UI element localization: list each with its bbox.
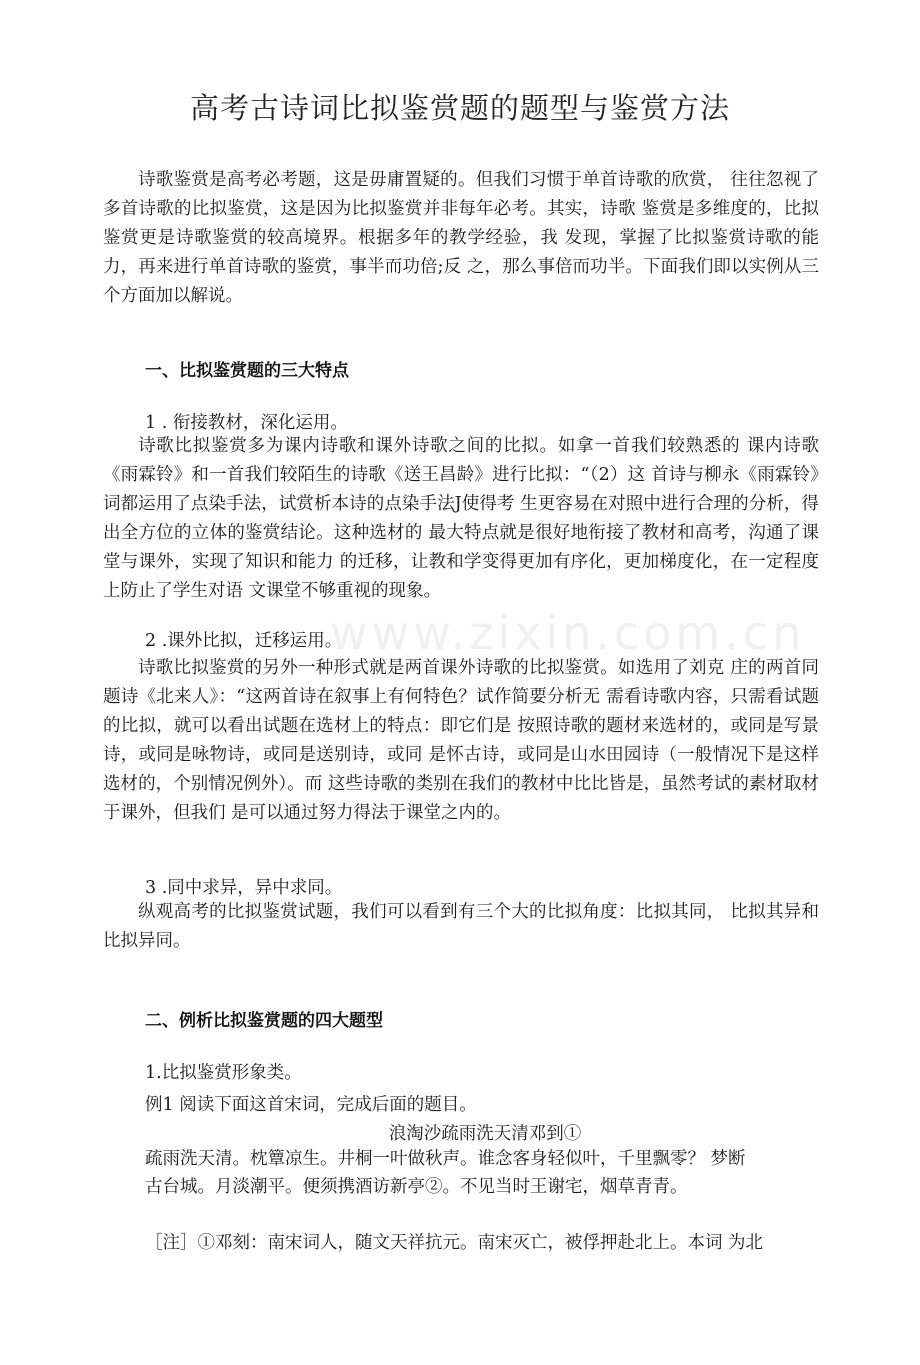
section2-item1-title: 1.比拟鉴赏形象类。	[145, 1063, 302, 1083]
example-prompt: 例1 阅读下面这首宋词，完成后面的题目。	[145, 1095, 477, 1115]
poem-title: 浪淘沙疏雨洗天清邓到①	[388, 1124, 582, 1144]
section1-item3-body: 纵观高考的比拟鉴赏试题，我们可以看到有三个大的比拟角度：比拟其同， 比拟其异和比拟异同。	[103, 902, 819, 951]
section1-heading: 一、比拟鉴赏题的三大特点	[145, 361, 349, 381]
poem-line: 疏雨洗天清。枕簟凉生。井桐一叶做秋声。谁念客身轻似叶，千里飘零？ 梦断	[145, 1149, 746, 1169]
section1-item2-title: 2 .课外比拟，迁移运用。	[145, 631, 343, 651]
document-title: 高考古诗词比拟鉴赏题的题型与鉴赏方法	[189, 91, 730, 125]
poem-line: 古台城。月淡潮平。便须携酒访新亭②。不见当时王谢宅，烟草青青。	[145, 1177, 688, 1197]
section2-heading: 二、例析比拟鉴赏题的四大题型	[145, 1011, 383, 1031]
watermark: www.zixin.com.cn	[330, 606, 806, 660]
section1-item2-body: 诗歌比拟鉴赏的另外一种形式就是两首课外诗歌的比拟鉴赏。如选用了刘克 庄的两首同题诗《北来人》：“这两首诗在叙事上有何特色？试作简要分析无 需看诗歌内容，只需看试题的比拟，就可以看出试题在选材上的特点：即它们是 按照诗歌的题材来选材的，或同是写景诗，或同是咏物诗，或同是送别诗，或同 是怀古诗，或同是山水田园诗（一般情况下是这样选材的，个别情况例外）。而 这些诗歌的类别在我们的教材中比比皆是，虽然考试的素材取材于课外，但我们 是可以通过努力得法于课堂之内的。	[103, 658, 819, 823]
section1-item1-body: 诗歌比拟鉴赏多为课内诗歌和课外诗歌之间的比拟。如拿一首我们较熟悉的 课内诗歌《雨霖铃》和一首我们较陌生的诗歌《送王昌龄》进行比拟：“（2）这 首诗与柳永《雨霖铃》词都运用了点染手法，试赏析本诗的点染手法J使得考 生更容易在对照中进行合理的分析，得出全方位的立体的鉴赏结论。这种选材的 最大特点就是很好地衔接了教材和高考，沟通了课堂与课外，实现了知识和能力 的迁移，让教和学变得更加有序化，更加梯度化，在一定程度上防止了学生对语 文课堂不够重视的现象。	[103, 436, 819, 601]
section1-item1-title: 1 . 衔接教材，深化运用。	[145, 413, 348, 433]
poem-note: ［注］①邓刻：南宋词人，随文天祥抗元。南宋灭亡，被俘押赴北上。本词 为北	[145, 1233, 764, 1253]
intro-paragraph: 诗歌鉴赏是高考必考题，这是毋庸置疑的。但我们习惯于单首诗歌的欣赏， 往往忽视了多首诗歌的比拟鉴赏，这是因为比拟鉴赏并非每年必考。其实，诗歌 鉴赏是多维度的，比拟鉴赏更是诗歌鉴赏的较高境界。根据多年的教学经验，我 发现，掌握了比拟鉴赏诗歌的能力，再来进行单首诗歌的鉴赏，事半而功倍;反 之，那么事倍而功半。下面我们即以实例从三个方面加以解说。	[103, 170, 819, 306]
section1-item3-title: 3 .同中求异，异中求同。	[145, 878, 343, 898]
